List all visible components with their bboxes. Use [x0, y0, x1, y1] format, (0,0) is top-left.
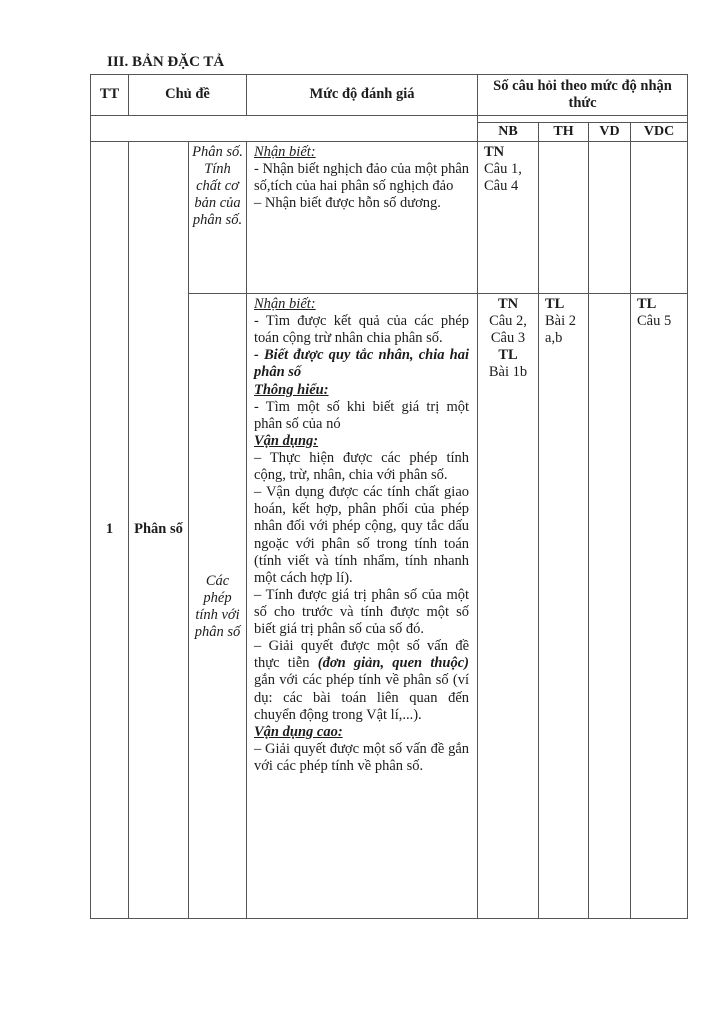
assessment-cell: [247, 294, 478, 919]
question-ref: Câu 1,: [484, 161, 522, 178]
th-questions: [539, 142, 589, 294]
question-type: TL: [637, 296, 657, 312]
subtopic-name: Phân số. Tính chất cơ bản của phân số.: [189, 142, 247, 294]
question-ref: Bài 1b: [488, 364, 528, 381]
level-heading: Nhận biết:: [254, 296, 316, 312]
level-heading: Vận dụng:: [254, 432, 319, 449]
question-type: TL: [498, 347, 518, 364]
vd-questions: [589, 142, 631, 294]
question-ref: a,b: [545, 330, 563, 347]
level-header: Mức độ đánh giá: [247, 75, 478, 116]
th-header: TH: [539, 123, 589, 142]
question-ref: Câu 4: [484, 178, 519, 195]
question-ref: Câu 2,: [489, 313, 527, 330]
assessment-text: gắn với các phép tính về phân số (ví dụ: các bài toán liên quan đến chuyển động trong Vật lí,...).: [254, 672, 470, 723]
vd-questions: [589, 294, 631, 919]
question-ref: Câu 3: [490, 330, 526, 347]
nb-questions: [478, 294, 539, 919]
empty-header-cell: [91, 116, 478, 142]
topic-name: Phân số: [129, 142, 189, 919]
assessment-line: - Nhận biết nghịch đảo của một phân số,tích của hai phân số nghịch đảo: [254, 161, 470, 195]
th-questions: [539, 294, 589, 919]
question-ref: Câu 5: [637, 313, 672, 330]
assessment-line: - Tìm được kết quả của các phép toán cộng trừ nhân chia phân số.: [254, 313, 470, 347]
level-heading: Nhận biết:: [254, 144, 316, 160]
nb-header: NB: [478, 123, 539, 142]
header-spacer-row: [91, 116, 688, 123]
tt-header: TT: [91, 75, 129, 116]
section-title: III. BẢN ĐẶC TẢ: [107, 54, 225, 70]
assessment-emphasis: (đơn giản, quen thuộc): [317, 655, 469, 672]
question-ref: Bài 2: [545, 313, 577, 330]
vdc-questions: [631, 294, 688, 919]
vdc-header: VDC: [631, 123, 688, 142]
table-row: [91, 142, 688, 294]
questions-subheader-gap: [478, 116, 688, 123]
assessment-line: – Nhận biết được hỗn số dương.: [254, 195, 441, 212]
assessment-cell: [247, 142, 478, 294]
subtopic-name: Các phép tính với phân số: [189, 294, 247, 919]
assessment-line: [254, 638, 469, 724]
level-heading: Thông hiểu:: [254, 381, 329, 398]
vdc-questions: [631, 142, 688, 294]
assessment-line: - Biết được quy tắc nhân, chia hai phân số: [254, 347, 470, 381]
assessment-line: – Tính được giá trị phân số của một số cho trước và tính được một số biết giá trị phân số của số đó.: [254, 586, 470, 638]
level-heading: Vận dụng cao:: [254, 723, 343, 740]
header-row: [91, 75, 688, 116]
assessment-line: - Tìm một số khi biết giá trị một phân số của nó: [254, 398, 470, 432]
question-type: TN: [484, 144, 505, 160]
topic-header: Chủ đề: [129, 75, 247, 116]
questions-header: Số câu hỏi theo mức độ nhận thức: [478, 75, 688, 116]
assessment-text: – Giải quyết được một số vấn đề thực tiễn: [254, 638, 470, 672]
specification-table: [90, 74, 688, 919]
nb-questions: [478, 142, 539, 294]
question-type: TN: [497, 296, 519, 312]
assessment-line: – Giải quyết được một số vấn đề gắn với các phép tính về phân số.: [254, 740, 470, 774]
row-number: 1: [91, 142, 129, 919]
assessment-line: – Thực hiện được các phép tính cộng, trừ, nhân, chia với phân số.: [254, 449, 470, 484]
question-type: TL: [545, 296, 565, 312]
vd-header: VD: [589, 123, 631, 142]
assessment-line: – Vận dụng được các tính chất giao hoán, kết hợp, phân phối của phép nhân đối với phép cộng, quy tắc dấu ngoặc với phân số trong tính toán (tính viết và tính nhẩm, tính nhanh một cách hợp lí).: [254, 484, 470, 586]
